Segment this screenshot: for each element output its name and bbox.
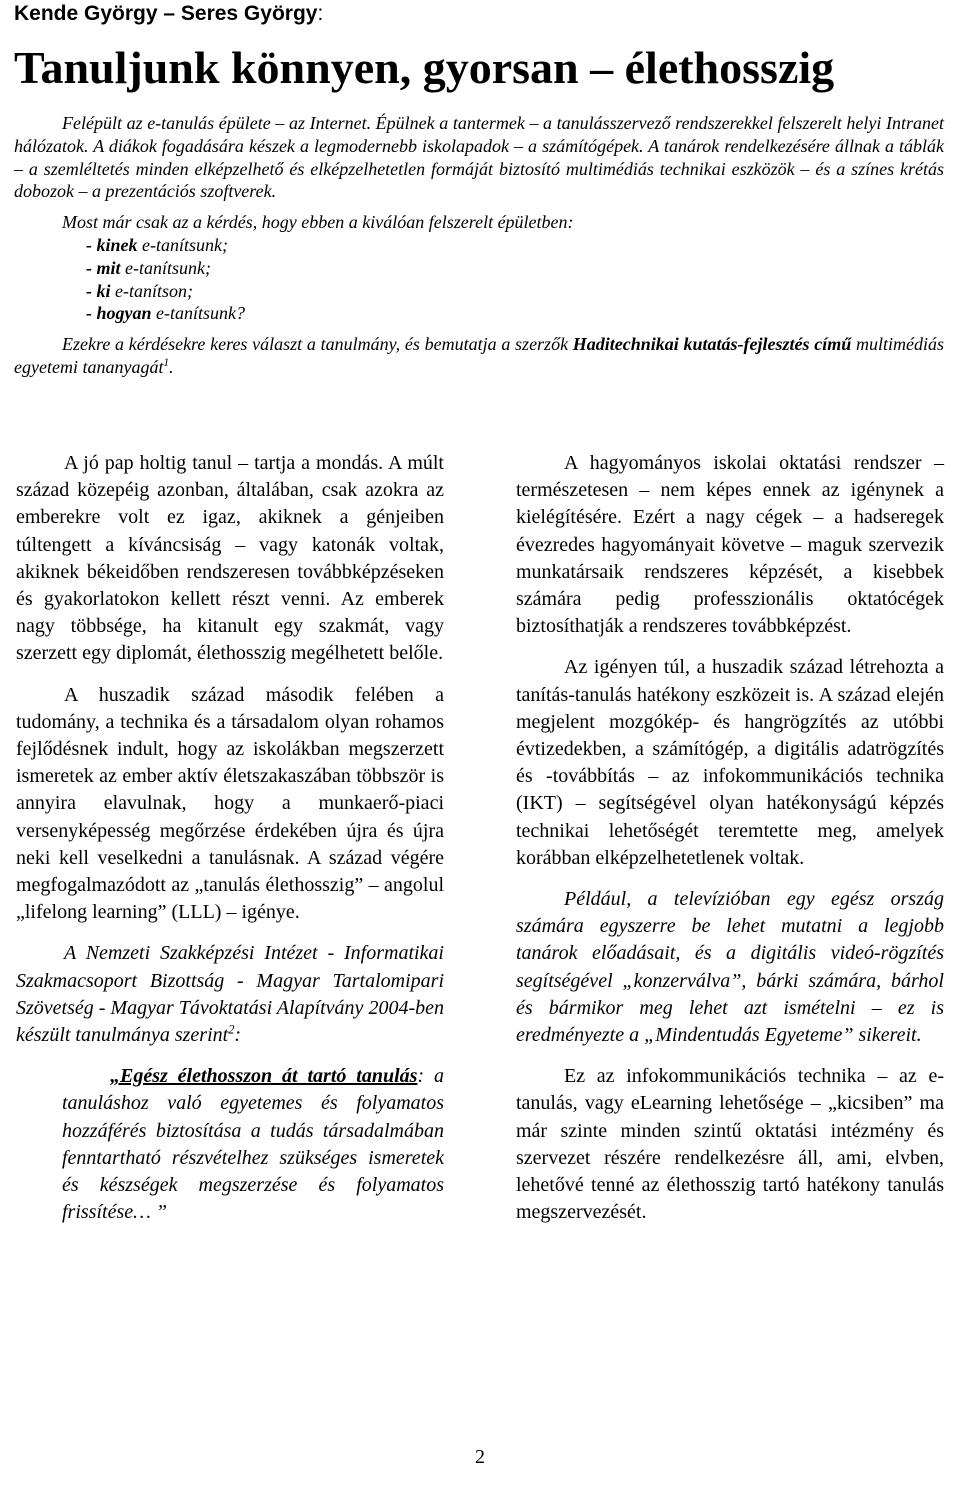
abstract [14, 112, 944, 379]
quote-term: „Egész élethosszon át tartó tanulás [110, 1065, 418, 1088]
left-column [16, 450, 444, 1240]
left-paragraph-3: A Nemzeti Szakképzési Intézet - Informatikai Szakmacsoport Bizottság - Magyar Tartalomipari Szövetség - Magyar Távoktatási Alapítvány 2004-ben készült tanulmánya szerint$^2$: [16, 942, 444, 1047]
page-title: Tanuljunk könnyen, gyorsan – élethosszig [14, 42, 835, 93]
left-paragraph-2: A huszadik század második felében a tudomány, a technika és a társadalom olyan rohamos fejlődésnek indult, hogy az iskolákban megszerzett ismeretek az ember aktív életszakaszában többször is annyira elavulnak, hogy a munkaerő-piaci versenyképesség megőrzése érdekében újra és újra neki kell veselkedni a tanulásnak. A század végére megfogalmazódott az „tanulás élethosszig” – angolul „lifelong learning” (LLL) – igénye. [16, 683, 444, 924]
abstract-paragraph: Felépült az e-tanulás épülete – az Internet. Épülnek a tantermek – a tanulásszervező rendszerekkel felszerelt helyi Intranet hálózatok. A diákok fogadására készek a legmodernebb iskolapadok – a számítógépek. A tanárok rendelkezésére állnak a táblák – a szemléltetés minden elképzelhető és elképzelhetetlen formáját biztosító multimédiás technikai eszközök – és a színes krétás dobozok – a prezentációs szoftverek. [14, 113, 944, 202]
authors-text: Kende György – Seres György [14, 2, 318, 25]
footnote-ref: 1 [163, 356, 170, 369]
authors [14, 2, 323, 26]
footnote-ref: 2 [228, 1022, 235, 1037]
authors-colon: : [317, 2, 324, 25]
right-paragraph-3: Például, a televízióban egy egész ország számára egyszerre be lehet mutatni a legjobb tanárok előadásait, és a digitális videó-rögzítés segítségével „konzerválva”, bárki számára, bárhol és bármikor meg lehet azt ismételni – ez is eredményezte a „Mindentudás Egyeteme” sikereit. [516, 888, 944, 1047]
question-keyword: hogyan [96, 303, 152, 324]
definition-quote: „Egész élethosszon át tartó tanulás: a tanuláshoz való egyetemes és folyamatos hozzáférés biztosítása a tudás társadalmában fenntartható részvételhez szükséges ismeretek és készségek megszerzése és folyamatos frissítése… ” [62, 1065, 444, 1224]
question-keyword: mit [96, 257, 121, 278]
right-paragraph-4: Ez az infokommunikációs technika – az e-tanulás, vagy eLearning lehetősége – „kicsiben” ma már szinte minden szintű oktatási intézmény és szervezet részére rendelkezésre áll, ami, elvben, lehetővé tenné az élethosszig tartó hatékony tanulás megszervezését. [516, 1065, 944, 1224]
question-list [14, 234, 944, 325]
course-title: Haditechnikai kutatás-fejlesztés című [572, 334, 852, 355]
question-item: - hogyan e-tanítsunk? [86, 303, 245, 324]
right-paragraph-1: A hagyományos iskolai oktatási rendszer – természetesen – nem képes ennek az igénynek a kielégítésére. Ezért a nagy cégek – a hadseregek évezredes hagyományait követve – maguk szervezik munkatársaik rendszeres képzését, a kisebbek számára pedig professzionális oktatócégek biztosíthatják a rendszeres továbbképzést. [516, 452, 944, 638]
question-keyword: ki [96, 280, 111, 301]
right-paragraph-2: Az igényen túl, a huszadik század létrehozta a tanítás-tanulás hatékony eszközeit is. A század elején megjelent mozgókép- és hangrögzítés az utóbbi évtizedekben, a számítógép, a digitális adatrögzítés és -továbbítás – az infokommunikációs technika (IKT) – segítségével olyan hatékonyságú képzés technikai lehetőségét teremtette meg, amelyek korábban elképzelhetetlenek voltak. [516, 656, 944, 869]
right-column [516, 450, 944, 1240]
left-paragraph-1: A jó pap holtig tanul – tartja a mondás. A múlt század közepéig azonban, általában, csak azokra az emberekre volt ez igaz, akiknek a génjeiben túltengett a kíváncsiság – vagy katonák voltak, akiknek békeidőben rendszeresen továbbképzéseken és gyakorlatokon kellett részt venni. Az emberek nagy többsége, ha kitanult egy szakmát, vagy szerzett egy diplomát, élethosszig megélhetett belőle. [16, 452, 444, 665]
page-number: 2 [475, 1446, 485, 1468]
question-item: - kinek e-tanítsunk; [86, 234, 228, 255]
abstract-closing: Ezekre a kérdésekre keres választ a tanulmány, és bemutatja a szerzők Haditechnikai kutatás-fejlesztés című multimédiás egyetemi tananyagát$^1$. [14, 334, 944, 377]
question-intro: Most már csak az a kérdés, hogy ebben a kiválóan felszerelt épületben: [62, 212, 574, 233]
question-item: - ki e-tanítson; [86, 280, 194, 301]
question-item: - mit e-tanítsunk; [86, 257, 211, 278]
question-keyword: kinek [96, 234, 138, 255]
